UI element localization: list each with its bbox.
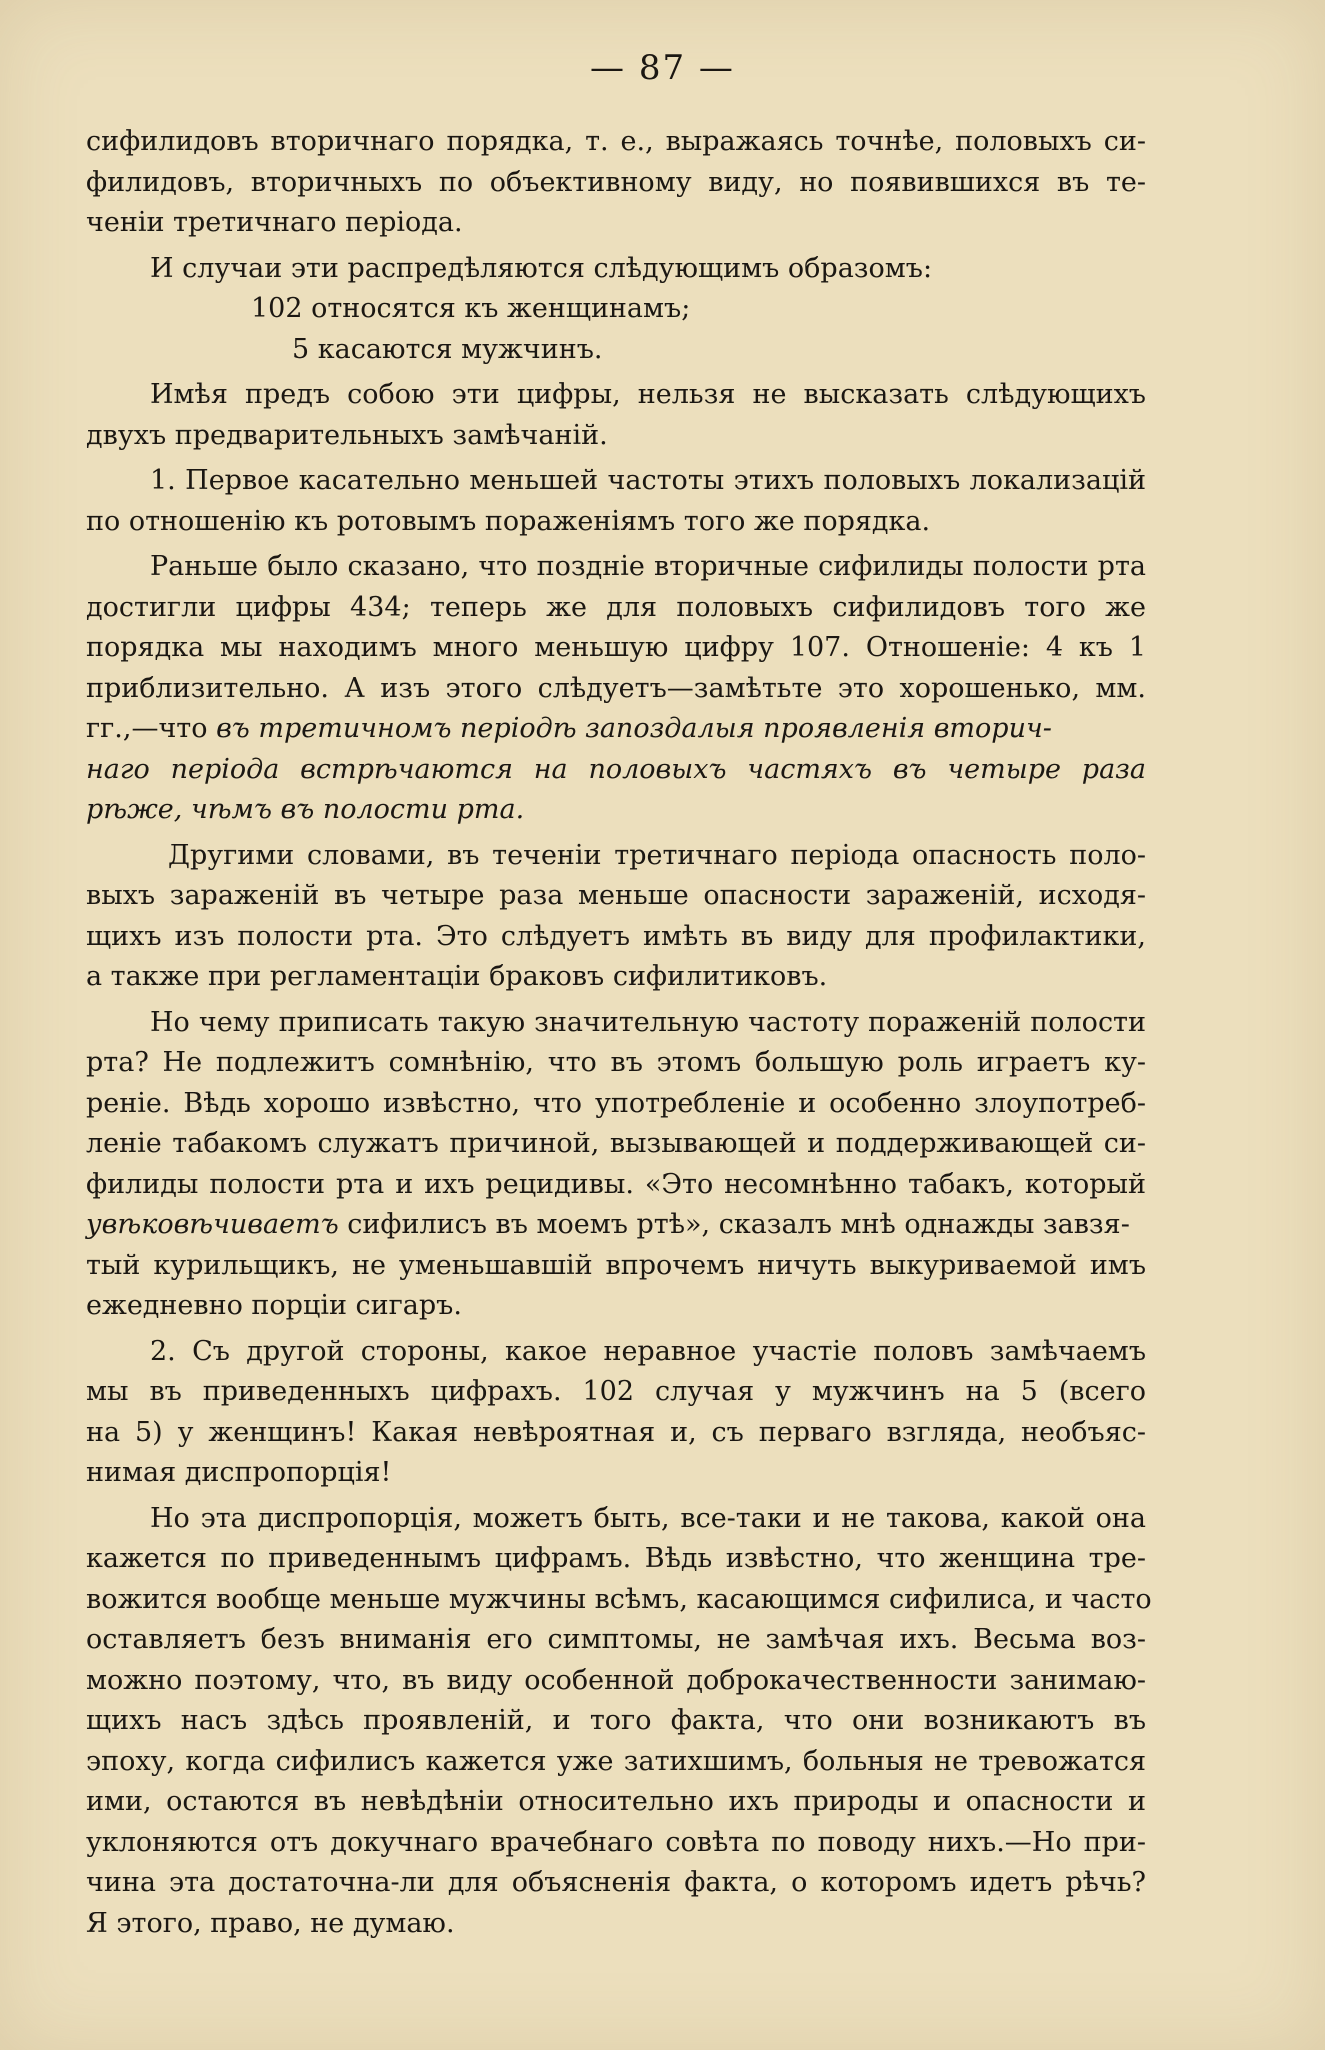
- text-line: Но чему приписать такую значительную частоту пораженій полости: [150, 1006, 1146, 1038]
- text-line: выхъ зараженій въ четыре раза меньше опасности зараженій, исходя-: [86, 880, 1146, 911]
- text-line: двухъ предварительныхъ замѣчаній.: [86, 419, 608, 451]
- text-line: Раньше было сказано, что поздніе вторичные сифилиды полости рта: [150, 551, 1146, 582]
- text-line: ими, остаются въ невѣдѣніи относительно ихъ природы и опасности и: [86, 1786, 1146, 1817]
- text-line: реніе. Вѣдь хорошо извѣстно, что употребленіе и особенно злоупотреб-: [86, 1087, 1146, 1119]
- text-line: кажется по приведеннымъ цифрамъ. Вѣдь извѣстно, что женщина тре-: [86, 1543, 1146, 1574]
- text-line: И случаи эти распредѣляются слѣдующимъ образомъ:: [150, 252, 933, 284]
- text-line: нимая диспропорція!: [86, 1457, 392, 1488]
- text-line: чина эта достаточна-ли для объясненія факта, о которомъ идетъ рѣчь?: [86, 1867, 1146, 1898]
- text-line: филидовъ, вторичныхъ по объективному виду, но появившихся въ те-: [86, 166, 1146, 198]
- text-line: 2. Съ другой стороны, какое неравное участіе половъ замѣчаемъ: [150, 1335, 1146, 1367]
- text-line: на 5) у женщинъ! Какая невѣроятная и, съ перваго взгляда, необъяс-: [86, 1416, 1146, 1448]
- text-line: ченіи третичнаго періода.: [86, 207, 463, 238]
- text-line: ежедневно порціи сигаръ.: [86, 1290, 462, 1321]
- text-line: щихъ изъ полости рта. Это слѣдуетъ имѣть въ виду для профилактики,: [86, 920, 1146, 952]
- page-number: — 87 —: [590, 48, 735, 88]
- text-line: вожится вообще меньше мужчины всѣмъ, касающимся сифилиса, и часто: [86, 1583, 1152, 1615]
- text-line: 1. Первое касательно меньшей частоты этихъ половыхъ локализацій: [150, 465, 1146, 496]
- italic-emphasis-line: рѣже, чѣмъ въ полости рта.: [86, 794, 525, 825]
- text-segment: гг.,—что: [86, 713, 217, 744]
- text-line: уклоняются отъ докучнаго врачебнаго совѣта по поводу нихъ.—Но при-: [86, 1826, 1146, 1858]
- text-line: Я этого, право, не думаю.: [86, 1907, 455, 1939]
- list-line: 102 относятся къ женщинамъ;: [251, 293, 691, 324]
- text-line: Другими словами, въ теченіи третичнаго періода опасность поло-: [168, 839, 1146, 871]
- text-line: мы въ приведенныхъ цифрахъ. 102 случая у мужчинъ на 5 (всего: [86, 1376, 1146, 1407]
- text-line: а также при регламентаціи браковъ сифилитиковъ.: [86, 961, 828, 992]
- text-line: щихъ насъ здѣсь проявленій, и того факта, что они возникаютъ въ: [86, 1705, 1146, 1736]
- text-line: по отношенію къ ротовымъ пораженіямъ того же порядка.: [86, 505, 931, 537]
- text-line: леніе табакомъ служатъ причиной, вызывающей и поддерживающей си-: [86, 1128, 1146, 1159]
- text-line: сифилидовъ вторичнаго порядка, т. е., выражаясь точнѣе, половыхъ си-: [86, 126, 1146, 157]
- text-line: порядка мы находимъ много меньшую цифру 107. Отношеніе: 4 къ 1: [86, 632, 1146, 663]
- italic-emphasis-line: наго періода встрѣчаются на половыхъ частяхъ въ четыре раза: [86, 753, 1146, 785]
- italic-emphasis: увѣковѣчиваетъ: [86, 1209, 339, 1240]
- text-line: достигли цифры 434; теперь же для половыхъ сифилидовъ того же: [86, 591, 1146, 623]
- text-line: [86, 1205, 1146, 1246]
- text-line: филиды полости рта и ихъ рецидивы. «Это несомнѣнно табакъ, который: [86, 1168, 1146, 1200]
- text-line: Но эта диспропорція, можетъ быть, все-таки и не такова, какой она: [150, 1502, 1146, 1534]
- text-line: рта? Не подлежитъ сомнѣнію, что въ этомъ большую роль играетъ ку-: [86, 1047, 1146, 1078]
- text-segment: сифилисъ въ моемъ ртѣ», сказалъ мнѣ однажды завзя-: [338, 1209, 1130, 1240]
- body-text: [86, 122, 1152, 1944]
- list-line: 5 касаются мужчинъ.: [292, 333, 603, 365]
- italic-emphasis: въ третичномъ періодѣ запоздалыя проявленія вторич-: [216, 713, 1052, 744]
- text-line: Имѣя предъ собою эти цифры, нельзя не высказать слѣдующихъ: [150, 379, 1146, 410]
- text-line: [86, 709, 1146, 750]
- text-line: тый курильщикъ, не уменьшавшій впрочемъ ничуть выкуриваемой имъ: [86, 1249, 1146, 1281]
- text-line: можно поэтому, что, въ виду особенной доброкачественности занимаю-: [86, 1664, 1146, 1696]
- text-line: эпоху, когда сифилисъ кажется уже затихшимъ, больныя не тревожатся: [86, 1745, 1146, 1777]
- text-line: приблизительно. А изъ этого слѣдуетъ—замѣтьте это хорошенько, мм.: [86, 672, 1146, 704]
- text-line: оставляетъ безъ вниманія его симптомы, не замѣчая ихъ. Весьма воз-: [86, 1624, 1146, 1655]
